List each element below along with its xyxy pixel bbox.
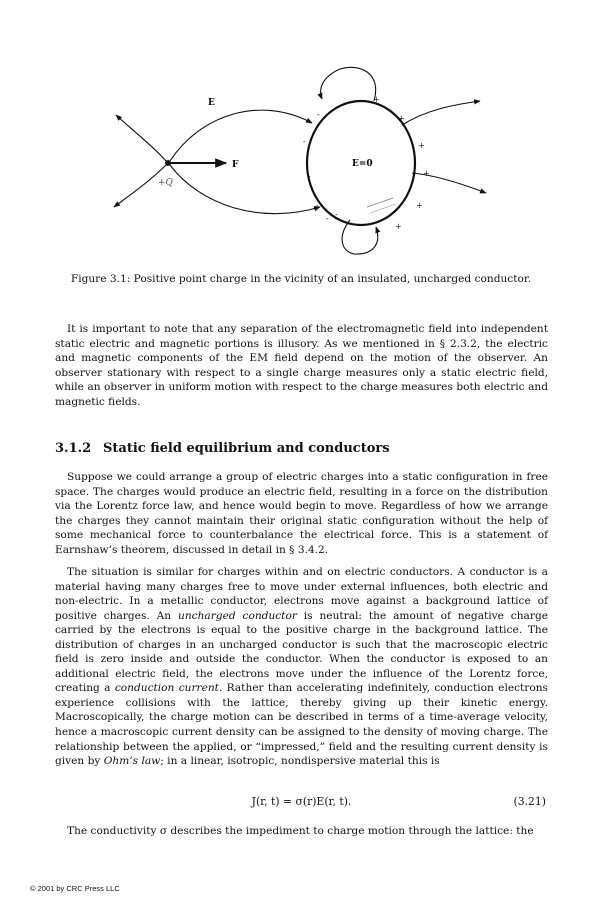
text-run: The situation is similar for charges within and on electric conductors. A conductor is a material having many charges free to move under external influences, both electric and non-electric. In a metallic conductor, electrons move against a background lattice of positive charges. An <box>55 566 548 622</box>
field-loop-top <box>321 67 376 101</box>
surface-charge-plus: + <box>418 141 425 150</box>
figure-caption: Figure 3.1: Positive point charge in the vicinity of an insulated, uncharged conductor. <box>70 273 532 285</box>
charge-label: +Q <box>158 178 173 188</box>
term-conduction-current: conduction current <box>114 682 219 695</box>
surface-charge-minus: - <box>317 110 320 119</box>
surface-charge-minus: - <box>303 137 306 146</box>
field-line-upper <box>170 110 312 161</box>
paragraph-conductors <box>55 565 548 769</box>
field-line-upper-left <box>116 115 166 161</box>
copyright-notice: © 2001 by CRC Press LLC <box>30 884 120 893</box>
surface-charge-plus: + <box>373 95 380 104</box>
surface-charge-minus: - <box>308 172 311 181</box>
section-title: Static field equilibrium and conductors <box>103 441 390 456</box>
hatch-line <box>370 204 396 213</box>
field-line-right-upper <box>402 101 480 125</box>
paragraph-text <box>55 565 548 769</box>
text-run: is neutral: the amount of negative charge carried by the electrons is equal to the positive charge in the background lattice. The distribution of charges in an uncharged conductor is such that the macroscopic electric field is zero inside and outside the conductor. When the conductor is exposed to an additional electric field, the electrons move under the influence of the Lorentz force, creating a <box>55 609 548 695</box>
hatch-line <box>367 198 393 207</box>
figure-3-1 <box>90 55 550 270</box>
term-ohms-law: Ohm’s law <box>103 755 161 768</box>
surface-charge-plus: + <box>395 222 402 231</box>
surface-charge-minus: - <box>326 214 329 223</box>
interior-field-label: E=0 <box>352 159 373 169</box>
text-run: ; in a linear, isotropic, nondispersive material this is <box>160 755 440 768</box>
paragraph-text: The conductivity σ describes the impediment to charge motion through the lattice: the <box>67 825 534 837</box>
equation-3-21 <box>55 795 548 811</box>
equation-number: (3.21) <box>513 795 546 808</box>
field-diagram <box>90 55 550 270</box>
surface-charge-plus: + <box>416 201 423 210</box>
paragraph-text: It is important to note that any separation of the electromagnetic field into independent static electric and magnetic portions is illusory. As we mentioned in § 2.3.2, the electric and magnetic components of the EM field depend on the motion of the observer. An observer stationary with respect to a single charge measures only a static electric field, while an observer in uniform motion with respect to the charge measures both electric and magnetic fields. <box>55 323 548 408</box>
term-uncharged-conductor: uncharged conductor <box>178 609 297 622</box>
surface-charge-plus: + <box>423 169 430 178</box>
text-run: . Rather than accelerating indefinitely, conduction electrons experience collisions with the lattice, thereby giving up their kinetic energy. Macroscopically, the charge motion can be described in terms of a time-average velocity, hence a macroscopic current density can be assigned to the density of moving charge. The relationship between the applied, or “impressed,” field and the resulting current density is given by <box>55 682 548 768</box>
section-heading <box>55 441 390 456</box>
paragraph-earnshaw <box>55 470 548 557</box>
field-line-lower <box>170 165 320 214</box>
paragraph-conductivity <box>55 824 548 839</box>
equation-body: J(r, t) = σ(r)E(r, t). <box>251 795 352 808</box>
surface-charge-minus: - <box>335 210 338 219</box>
field-label-e: E <box>208 98 215 108</box>
paragraph-field-separation <box>55 322 548 409</box>
section-number: 3.1.2 <box>55 441 92 456</box>
force-label-f: F <box>232 160 239 170</box>
surface-charge-minus: - <box>316 201 319 210</box>
surface-charge-plus: + <box>398 114 405 123</box>
paragraph-text: Suppose we could arrange a group of electric charges into a static configuration in free space. The charges would produce an electric field, resulting in a force on the distribution via the Lorentz force law, and hence would begin to move. Regardless of how we arrange the charges they cannot maintain their original static configuration without the help of some mechanical force to counterbalance the electrical force. This is a statement of Earnshaw’s theorem, discussed in detail in § 3.4.2. <box>55 471 548 556</box>
